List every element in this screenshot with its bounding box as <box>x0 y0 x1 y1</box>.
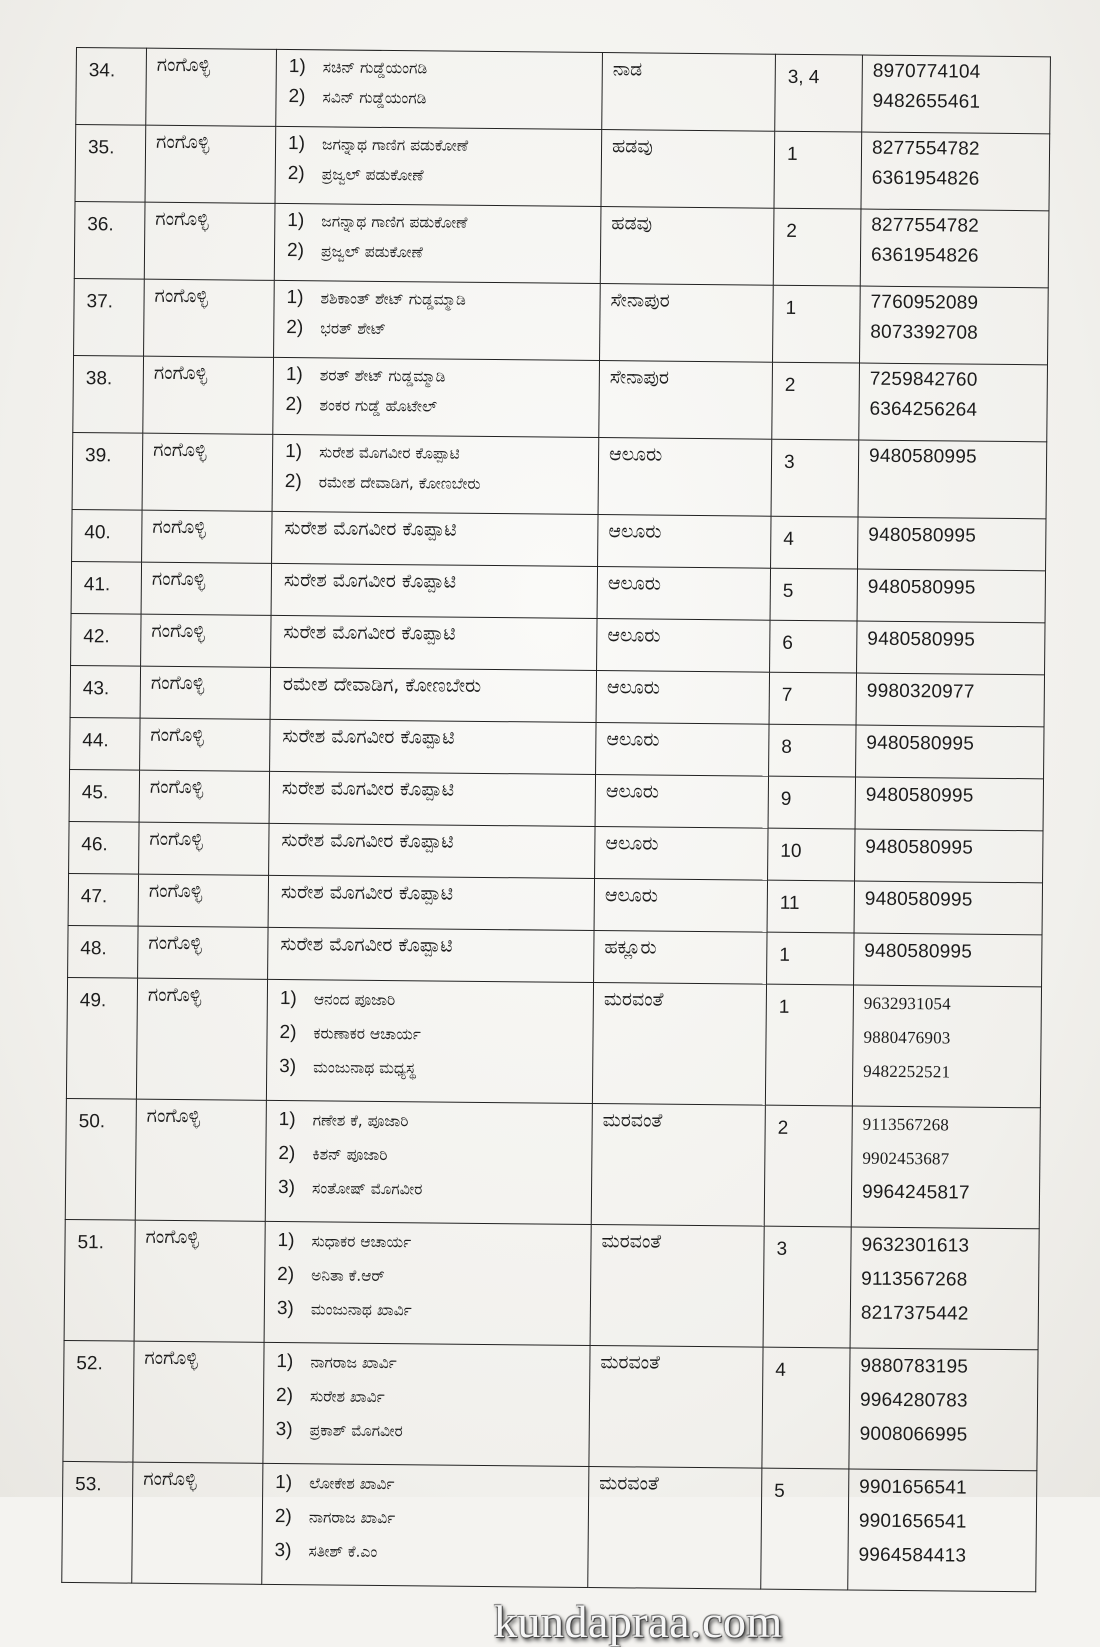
phone-number: 9482252521 <box>863 1061 951 1082</box>
owner-name-line <box>287 206 600 239</box>
unit-number-cell: 8 <box>769 724 856 777</box>
owner-name-line <box>288 129 601 162</box>
owner-name-cell: ಸುರೇಶ ಮೊಗವೀರ ಕೊಪ್ಪಾಟಿ <box>269 771 595 826</box>
owner-name: ನಾಗರಾಜ ಖಾರ್ವಿ <box>310 1353 397 1373</box>
phone-numbers-cell <box>861 132 1050 211</box>
phone-numbers-cell <box>858 440 1047 519</box>
police-station-cell: ಗಂಗೊಳ್ಳಿ <box>145 125 276 203</box>
owner-name-line <box>277 1292 590 1329</box>
table-row <box>70 665 1044 726</box>
unit-number-cell: 5 <box>770 568 857 621</box>
owner-name-cell: ಸುರೇಶ ಮೊಗವೀರ ಕೊಪ್ಪಾಟಿ <box>271 563 597 618</box>
serial-number: 40. <box>72 509 142 562</box>
village-cell: ಆಲೂರು <box>595 775 768 829</box>
owner-name-cell: ಸುರೇಶ ಮೊಗವೀರ ಕೊಪ್ಪಾಟಿ <box>268 875 594 930</box>
unit-number-cell: 9 <box>768 776 855 829</box>
phone-number: 9480580995 <box>865 836 974 859</box>
table-row <box>74 201 1049 287</box>
unit-number-cell: 3 <box>763 1226 851 1348</box>
phone-numbers-cell <box>849 1348 1038 1471</box>
phone-number: 9901656541 <box>858 1510 967 1533</box>
village-cell: ಆಲೂರು <box>596 671 769 725</box>
police-station-cell: ಗಂಗೊಳ್ಳಿ <box>143 356 274 434</box>
owner-name: ನಾಗರಾಜ ಖಾರ್ವಿ <box>308 1508 396 1528</box>
table-row <box>69 769 1043 830</box>
owner-name-line <box>277 1258 590 1295</box>
owner-name: ಅನಿತಾ ಕೆ.ಆರ್ <box>311 1266 385 1286</box>
police-station-cell: ಗಂಗೊಳ್ಳಿ <box>141 614 271 667</box>
owner-index: 1) <box>275 1471 293 1494</box>
owner-names-cell <box>272 434 599 514</box>
phone-number: 8277554782 <box>871 214 980 237</box>
phone-numbers-cell <box>856 725 1044 779</box>
village-cell: ಮರವಂತೆ <box>590 1224 764 1347</box>
owner-index: 2) <box>274 1505 292 1528</box>
table-row <box>76 48 1051 134</box>
phone-numbers-cell <box>855 777 1043 831</box>
phone-number: 9482655461 <box>872 90 981 113</box>
table-row <box>73 355 1048 441</box>
owner-name-line <box>288 159 601 192</box>
owner-names-cell <box>274 203 601 283</box>
owner-name: ಸುಧಾಕರ ಆಚಾರ್ಯ <box>311 1232 412 1252</box>
phone-numbers-cell <box>859 363 1048 442</box>
table-row <box>71 613 1045 674</box>
phone-numbers-cell <box>852 985 1041 1108</box>
serial-number: 42. <box>71 613 141 666</box>
police-station-cell: ಗಂಗೊಳ್ಳಿ <box>133 1341 264 1463</box>
village-cell: ನಾಡ <box>602 53 776 132</box>
phone-numbers-cell <box>860 286 1049 365</box>
unit-number-cell: 1 <box>767 932 854 985</box>
village-cell: ಮರವಂತೆ <box>589 1345 763 1468</box>
owner-name-cell: ಸುರೇಶ ಮೊಗವೀರ ಕೊಪ್ಪಾಟಿ <box>269 823 595 878</box>
phone-number: 6361954826 <box>870 244 979 267</box>
police-station-cell: ಗಂಗೊಳ್ಳಿ <box>142 510 272 563</box>
phone-number: 8073392708 <box>870 321 979 344</box>
unit-number-cell: 1 <box>765 984 853 1106</box>
unit-number-cell: 1 <box>773 285 861 363</box>
village-cell: ಆಲೂರು <box>594 879 767 933</box>
serial-number: 45. <box>69 769 139 822</box>
owner-names-cell <box>264 1221 591 1345</box>
village-cell: ಹಡವು <box>600 207 774 286</box>
village-cell: ಸೇನಾಪುರ <box>600 284 774 363</box>
owner-names-cell <box>265 1100 592 1224</box>
phone-numbers-cell <box>854 933 1042 987</box>
phone-number: 8217375442 <box>860 1302 969 1325</box>
village-cell: ಹಡವು <box>601 130 775 209</box>
owner-name: ಸಚಿನ್ ಗುಡ್ಡೆಯಂಗಡಿ <box>322 58 428 78</box>
owner-index: 1) <box>278 1108 296 1131</box>
owner-name-line <box>287 236 600 269</box>
owner-index: 2) <box>286 317 304 339</box>
owner-name-line <box>286 360 599 393</box>
serial-number: 52. <box>63 1340 134 1462</box>
phone-numbers-cell <box>848 1469 1037 1592</box>
serial-number: 38. <box>73 355 144 433</box>
owner-index: 2) <box>279 1021 297 1044</box>
table-body <box>62 48 1051 1592</box>
police-station-cell: ಗಂಗೊಳ್ಳಿ <box>138 874 268 927</box>
phone-number: 9480580995 <box>866 732 975 755</box>
owner-name: ಸುರೇಶ ಖಾರ್ವಿ <box>309 1387 385 1407</box>
village-cell: ಆಲೂರು <box>598 438 772 517</box>
owner-name-line <box>276 1345 589 1382</box>
table-row <box>69 821 1043 882</box>
owner-name-line <box>275 1466 588 1503</box>
owner-name: ಗಣೇಶ ಕೆ, ಪೂಜಾರಿ <box>312 1111 409 1131</box>
owner-name-line <box>288 82 601 115</box>
watermark-logo: kundapraa.com <box>494 1596 783 1647</box>
police-station-cell: ಗಂಗೊಳ್ಳಿ <box>132 1462 263 1584</box>
owner-index: 2) <box>285 394 303 416</box>
owner-name-line <box>276 1379 589 1416</box>
owner-name: ಸತೀಶ್ ಕೆ.ಎಂ <box>308 1542 378 1561</box>
owner-name: ಸುರೇಶ ಮೊಗವೀರ ಕೊಪ್ಪಾಟಿ <box>319 443 460 463</box>
boat-owners-table <box>61 47 1051 1592</box>
police-station-cell: ಗಂಗೊಳ್ಳಿ <box>139 770 269 823</box>
owner-index: 1) <box>287 133 306 155</box>
owner-index: 1) <box>286 287 304 309</box>
owner-name: ಮಂಜುನಾಥ ಖಾರ್ವಿ <box>310 1300 412 1320</box>
phone-number: 9964280783 <box>859 1389 968 1412</box>
serial-number: 46. <box>69 821 139 874</box>
table-row <box>66 977 1041 1107</box>
police-station-cell: ಗಂಗೊಳ್ಳಿ <box>138 926 268 979</box>
phone-numbers-cell <box>855 829 1043 883</box>
police-station-cell: ಗಂಗೊಳ್ಳಿ <box>139 822 269 875</box>
owner-name: ಶಂಕರ ಗುಡ್ಡೆ ಹೊಟೇಲ್ <box>319 396 438 416</box>
owner-index: 1) <box>288 56 306 78</box>
phone-number: 9113567268 <box>862 1114 950 1135</box>
owner-names-cell <box>263 1342 590 1466</box>
owner-index: 2) <box>288 86 306 108</box>
serial-number: 51. <box>64 1219 135 1341</box>
owner-index: 1) <box>285 441 303 463</box>
owner-index: 3) <box>275 1418 293 1441</box>
table-row <box>72 432 1047 518</box>
owner-names-cell <box>275 126 602 206</box>
table-row <box>62 1461 1037 1591</box>
phone-number: 9008066995 <box>859 1423 968 1446</box>
table-row <box>63 1340 1038 1470</box>
owner-names-cell <box>276 49 603 129</box>
phone-numbers-cell <box>862 55 1051 134</box>
unit-number-cell: 11 <box>767 880 854 933</box>
serial-number: 43. <box>70 665 140 718</box>
table-row <box>71 561 1045 622</box>
phone-number: 9964584413 <box>858 1544 967 1567</box>
phone-number: 9480580995 <box>864 940 973 963</box>
table-row <box>68 873 1042 934</box>
phone-number: 9113567268 <box>861 1268 968 1291</box>
unit-number-cell: 1 <box>774 131 862 209</box>
phone-number: 9480580995 <box>867 628 976 651</box>
owner-name-line <box>285 467 598 500</box>
unit-number-cell: 3 <box>771 439 859 517</box>
owner-name-line <box>286 313 599 346</box>
document-sheet <box>61 47 1050 1592</box>
serial-number: 48. <box>68 925 138 978</box>
serial-number: 44. <box>70 717 140 770</box>
police-station-cell: ಗಂಗೊಳ್ಳಿ <box>144 279 275 357</box>
owner-index: 2) <box>286 240 305 262</box>
serial-number: 35. <box>75 125 146 203</box>
owner-name: ಪ್ರಕಾಶ್ ಮೊಗವೀರ <box>309 1421 403 1441</box>
village-cell: ಸೇನಾಪುರ <box>599 361 773 440</box>
owner-name: ಆನಂದ ಪೂಜಾರಿ <box>313 990 396 1010</box>
police-station-cell: ಗಂಗೊಳ್ಳಿ <box>142 433 273 511</box>
phone-number: 9480580995 <box>864 888 973 911</box>
unit-number-cell: 10 <box>768 828 855 881</box>
owner-name: ಪ್ರಜ್ವಲ್ ಪಡುಕೋಣೆ <box>320 242 423 262</box>
serial-number: 36. <box>74 201 145 279</box>
owner-name: ಪ್ರಜ್ವಲ್ ಪಡುಕೋಣೆ <box>321 165 424 185</box>
serial-number: 41. <box>71 561 141 614</box>
village-cell: ಆಲೂರು <box>597 619 770 673</box>
owner-names-cell <box>273 357 600 437</box>
owner-index: 1) <box>287 210 305 232</box>
owner-names-cell <box>266 979 593 1103</box>
village-cell: ಆಲೂರು <box>595 827 768 881</box>
police-station-cell: ಗಂಗೊಳ್ಳಿ <box>140 718 270 771</box>
table-row <box>70 717 1044 778</box>
unit-number-cell: 4 <box>771 516 858 569</box>
owner-index: 2) <box>277 1263 295 1286</box>
unit-number-cell: 4 <box>762 1347 850 1469</box>
owner-name-cell: ಸುರೇಶ ಮೊಗವೀರ ಕೊಪ್ಪಾಟಿ <box>270 719 596 774</box>
phone-number: 9901656541 <box>859 1476 967 1499</box>
phone-number: 9880783195 <box>860 1355 969 1378</box>
owner-name-line <box>275 1500 588 1537</box>
unit-number-cell: 2 <box>772 362 860 440</box>
phone-number: 9632301613 <box>861 1234 970 1257</box>
owner-index: 2) <box>278 1142 296 1165</box>
owner-name-line <box>286 283 599 316</box>
owner-name: ಶರತ್ ಶೇಟ್ ಗುಡ್ಡಮ್ಮಾಡಿ <box>319 366 446 386</box>
unit-number-cell: 5 <box>761 1468 849 1590</box>
phone-number: 7760952089 <box>870 291 979 314</box>
owner-index: 3) <box>279 1055 297 1078</box>
phone-number: 7259842760 <box>869 368 978 391</box>
serial-number: 39. <box>72 432 143 510</box>
phone-number: 8277554782 <box>871 137 980 160</box>
phone-numbers-cell <box>857 621 1045 675</box>
phone-number: 9880476903 <box>863 1027 951 1048</box>
owner-index: 2) <box>284 471 302 493</box>
unit-number-cell: 2 <box>764 1105 852 1227</box>
police-station-cell: ಗಂಗೊಳ್ಳಿ <box>134 1220 265 1342</box>
owner-name-cell: ಸುರೇಶ ಮೊಗವೀರ ಕೊಪ್ಪಾಟಿ <box>272 511 598 566</box>
owner-name-line <box>274 1534 587 1571</box>
unit-number-cell: 6 <box>770 620 857 673</box>
unit-number-cell: 2 <box>773 208 861 286</box>
table-row <box>75 125 1050 211</box>
police-station-cell: ಗಂಗೊಳ್ಳಿ <box>136 978 267 1100</box>
owner-name: ಸಂತೋಷ್ ಮೊಗವೀರ <box>311 1179 423 1199</box>
table-row <box>74 278 1049 364</box>
owner-name-line <box>285 437 598 470</box>
owner-name-cell: ಸುರೇಶ ಮೊಗವೀರ ಕೊಪ್ಪಾಟಿ <box>268 927 594 982</box>
serial-number: 53. <box>62 1461 133 1583</box>
phone-numbers-cell <box>850 1227 1039 1350</box>
owner-index: 1) <box>285 364 303 386</box>
owner-name-line <box>279 1016 592 1053</box>
phone-numbers-cell <box>854 881 1042 935</box>
village-cell: ಮರವಂತೆ <box>588 1466 762 1589</box>
phone-number: 9980320977 <box>866 680 975 703</box>
phone-number: 6361954826 <box>871 167 980 190</box>
unit-number-cell: 3, 4 <box>775 54 863 132</box>
owner-index: 2) <box>275 1384 294 1407</box>
phone-numbers-cell <box>857 569 1045 623</box>
phone-numbers-cell <box>851 1106 1040 1229</box>
police-station-cell: ಗಂಗೊಳ್ಳಿ <box>144 202 275 280</box>
owner-name: ರಮೇಶ ದೇವಾಡಿಗ, ಕೋಣಬೇರು <box>318 473 481 493</box>
village-cell: ಆಲೂರು <box>596 723 769 777</box>
owner-name-line <box>280 982 593 1019</box>
police-station-cell: ಗಂಗೊಳ್ಳಿ <box>140 666 270 719</box>
village-cell: ಆಲೂರು <box>597 567 770 621</box>
police-station-cell: ಗಂಗೊಳ್ಳಿ <box>146 48 277 126</box>
serial-number: 50. <box>65 1098 136 1220</box>
owner-index: 1) <box>276 1350 294 1373</box>
phone-numbers-cell <box>856 673 1044 727</box>
serial-number: 37. <box>74 278 145 356</box>
table-row <box>65 1098 1040 1228</box>
owner-name: ಕರುಣಾಕರ ಆಚಾರ್ಯ <box>313 1024 421 1044</box>
phone-numbers-cell <box>860 209 1049 288</box>
phone-number: 9480580995 <box>867 576 976 599</box>
owner-name-line <box>279 1103 592 1140</box>
village-cell: ಮರವಂತೆ <box>592 983 766 1106</box>
phone-number: 9480580995 <box>868 524 977 547</box>
owner-name-cell: ರಮೇಶ ದೇವಾಡಿಗ, ಕೋಣಬೇರು <box>270 667 596 722</box>
table-row <box>68 925 1042 986</box>
owner-name-line <box>276 1413 589 1450</box>
owner-index: 3) <box>276 1297 294 1320</box>
owner-name-line <box>278 1137 591 1174</box>
owner-name: ಲೋಕೇಶ ಖಾರ್ವಿ <box>309 1474 395 1494</box>
owner-names-cell <box>262 1463 589 1587</box>
serial-number: 47. <box>68 873 138 926</box>
phone-number: 6364256264 <box>869 398 978 421</box>
phone-number: 9964245817 <box>861 1181 970 1204</box>
phone-number: 8970774104 <box>872 60 981 83</box>
owner-name: ಜಗನ್ನಾಥ ಗಾಣಿಗ ಪಡುಕೋಣೆ <box>321 135 469 155</box>
phone-number: 9632931054 <box>863 993 951 1014</box>
table-row <box>64 1219 1039 1349</box>
owner-index: 3) <box>274 1539 292 1562</box>
owner-name: ಕಿಶನ್ ಪೂಜಾರಿ <box>312 1145 388 1165</box>
police-station-cell: ಗಂಗೊಳ್ಳಿ <box>135 1099 266 1221</box>
unit-number-cell: 7 <box>769 672 856 725</box>
phone-number: 9902453687 <box>862 1148 950 1169</box>
owner-name-line <box>289 52 602 85</box>
owner-name: ಜಗನ್ನಾಥ ಗಾಣಿಗ ಪಡುಕೋಣೆ <box>321 212 468 232</box>
phone-number: 9480580995 <box>869 445 977 468</box>
police-station-cell: ಗಂಗೊಳ್ಳಿ <box>141 562 271 615</box>
owner-name-line <box>285 390 598 423</box>
owner-names-cell <box>274 280 601 360</box>
owner-name: ಶಶಿಕಾಂತ್ ಶೇಟ್ ಗುಡ್ಡಮ್ಮಾಡಿ <box>320 289 466 309</box>
table-row <box>72 509 1046 570</box>
village-cell: ಮರವಂತೆ <box>591 1104 765 1227</box>
owner-name: ಭರತ್ ಶೇಟ್ <box>320 319 387 338</box>
owner-name-line <box>277 1224 590 1261</box>
owner-index: 3) <box>277 1176 296 1199</box>
village-cell: ಆಲೂರು <box>598 515 771 569</box>
owner-index: 1) <box>279 988 297 1010</box>
owner-name: ಮಂಜುನಾಥ ಮಧ್ಯಸ್ಥ <box>313 1058 416 1078</box>
serial-number: 49. <box>66 977 137 1099</box>
phone-numbers-cell <box>858 517 1046 571</box>
owner-name-line <box>279 1050 592 1087</box>
village-cell: ಹಕ್ಲೂರು <box>594 931 767 985</box>
serial-number: 34. <box>76 48 147 126</box>
owner-index: 1) <box>277 1229 295 1252</box>
owner-index: 2) <box>287 163 305 185</box>
phone-number: 9480580995 <box>865 784 974 807</box>
owner-name-cell: ಸುರೇಶ ಮೊಗವೀರ ಕೊಪ್ಪಾಟಿ <box>271 615 597 670</box>
owner-name: ಸವಿನ್ ಗುಡ್ಡೆಯಂಗಡಿ <box>322 88 427 108</box>
owner-name-line <box>278 1171 591 1208</box>
